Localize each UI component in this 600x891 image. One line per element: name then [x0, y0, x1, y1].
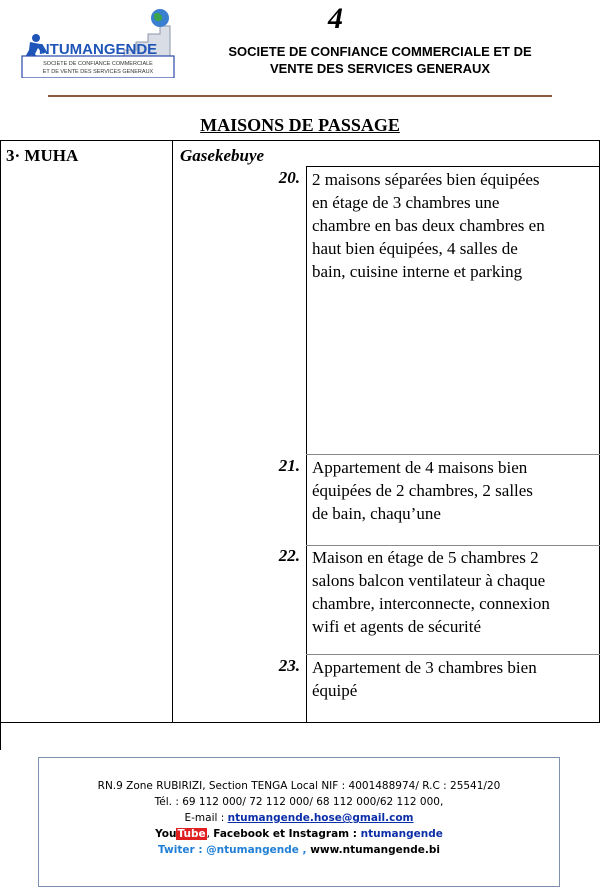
footer-website[interactable]: www.ntumangende.bi: [310, 844, 440, 856]
entry-description-line: chambre, interconnecte, connexion: [312, 594, 550, 613]
entry-description-line: Appartement de 3 chambres bien: [312, 658, 537, 677]
company-name-line2: VENTE DES SERVICES GENERAUX: [269, 61, 491, 76]
entry-description-line: bain, cuisine interne et parking: [312, 262, 523, 281]
footer-social-handle[interactable]: ntumangende: [360, 828, 443, 840]
entry-description-line: salons balcon ventilateur à chaque: [312, 571, 546, 590]
company-name: [190, 43, 570, 77]
entry-description-line: Maison en étage de 5 chambres 2: [312, 548, 539, 567]
entry-description-line: haut bien équipées, 4 salles de: [312, 239, 518, 258]
section-title: MAISONS DE PASSAGE: [200, 115, 400, 135]
entry-description: [312, 656, 597, 702]
entry-description-line: équipé: [312, 681, 358, 700]
region-label: 3· MUHA: [6, 146, 79, 165]
table-row-divider: [306, 454, 600, 455]
entry-number: 22.: [278, 546, 300, 565]
company-name-line1: SOCIETE DE CONFIANCE COMMERCIALE ET DE: [228, 44, 532, 59]
entry-description-line: Appartement de 4 maisons bien: [312, 458, 528, 477]
entry-number: 23.: [278, 656, 300, 675]
footer-instagram-label: et Instagram :: [269, 828, 361, 840]
table-row-divider: [306, 166, 600, 167]
table-row-divider: [306, 654, 600, 655]
footer-address: RN.9 Zone RUBIRIZI, Section TENGA Local NIF : 4001488974/ R.C : 25541/20: [97, 780, 501, 792]
page-number: 4: [328, 2, 343, 35]
entry-description-line: équipées de 2 chambres, 2 salles: [312, 481, 533, 500]
table-border-top: [0, 140, 600, 141]
entry-description-line: 2 maisons séparées bien équipées: [312, 170, 540, 189]
table-column-divider: [306, 166, 307, 722]
footer-contact-box: [38, 757, 560, 887]
table-border-left: [0, 140, 1, 750]
youtube-logo-you[interactable]: You: [155, 828, 177, 840]
entry-description-line: de bain, chaqu’une: [312, 504, 441, 523]
footer-facebook[interactable]: Facebook: [213, 828, 270, 840]
footer-email-link[interactable]: ntumangende.hose@gmail.com: [227, 812, 414, 824]
logo-subtitle-line1: SOCIETE DE CONFIANCE COMMERCIALE: [43, 61, 153, 67]
table-column-divider: [172, 140, 173, 722]
footer-phones: Tél. : 69 112 000/ 72 112 000/ 68 112 000/62 112 000,: [154, 796, 444, 808]
entry-description-line: wifi et agents de sécurité: [312, 617, 481, 636]
company-logo: [20, 8, 175, 78]
footer-email-label: E-mail :: [184, 812, 228, 824]
entry-description-line: chambre en bas deux chambres en: [312, 216, 545, 235]
entry-description: [312, 546, 597, 638]
listing-table: [0, 140, 600, 722]
entry-description: [312, 168, 597, 283]
footer-twitter[interactable]: Twiter : @ntumangende ,: [158, 844, 311, 856]
commune-label: Gasekebuye: [180, 146, 265, 165]
entry-number: 21.: [278, 456, 300, 475]
footer-social-line: [39, 826, 559, 842]
footer-email-line: [39, 810, 559, 826]
footer-social-separator: ,: [206, 828, 214, 840]
entry-description: [312, 456, 597, 525]
entry-number: 20.: [278, 168, 300, 187]
logo-brand-text: NTUMANGENDE: [38, 41, 158, 58]
header-divider: [48, 95, 552, 97]
footer-web-line: [39, 842, 559, 858]
entry-description-line: en étage de 3 chambres une: [312, 193, 500, 212]
table-border-bottom: [0, 722, 600, 723]
youtube-logo-tube[interactable]: Tube: [177, 828, 206, 840]
logo-subtitle-line2: ET DE VENTE DES SERVICES GENERAUX: [42, 69, 154, 75]
